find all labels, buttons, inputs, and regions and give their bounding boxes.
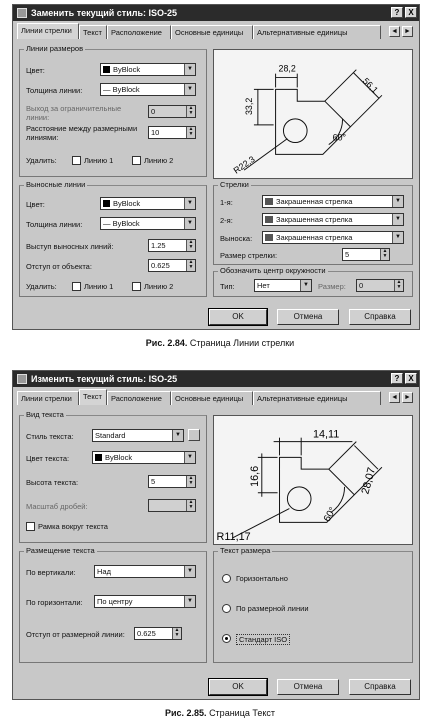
chevron-down-icon[interactable]: ▼ [184, 596, 195, 607]
center-size-spinner [356, 279, 404, 292]
text-offset-label: Отступ от размерной линии: [26, 630, 125, 639]
ext-suppress-label: Удалить: [26, 282, 57, 291]
tab-primary-units[interactable]: Основные единицы [171, 391, 253, 405]
spinner-arrows-icon[interactable]: ▲ ▼ [186, 260, 195, 271]
group-text-appearance [19, 410, 207, 543]
tab-fit[interactable]: Расположение [107, 25, 171, 39]
arrowhead-icon [265, 234, 273, 241]
group-title: Обозначить центр окружности [220, 266, 326, 275]
titlebar [13, 371, 419, 387]
spinner-arrows-icon[interactable]: ▲ ▼ [380, 249, 389, 260]
tab-strip [17, 25, 415, 39]
dialog-text [12, 370, 420, 700]
ext-lineweight-value: — ByBlock [103, 219, 140, 228]
group-title: Выносные линии [26, 180, 86, 189]
group-title: Текст размера [220, 546, 271, 555]
group-arrowheads [213, 180, 413, 265]
text-frame-checkbox[interactable] [26, 522, 35, 531]
text-style-value: Standard [95, 431, 126, 440]
caption-number: Рис. 2.85. [164, 708, 207, 718]
center-size-value: 0 [359, 281, 364, 290]
chevron-down-icon[interactable]: ▼ [184, 84, 195, 95]
text-color-value: ByBlock [105, 453, 133, 462]
dialog-lines-arrows [12, 4, 420, 330]
tab-lines-arrows[interactable]: Линии стрелки [17, 23, 79, 39]
vertical-select[interactable] [94, 565, 196, 578]
suppress-line1-label: Линию 1 [84, 156, 114, 165]
ext-offset-spinner[interactable] [148, 259, 196, 272]
dim-color-select[interactable] [100, 63, 196, 76]
color-swatch-icon [103, 66, 110, 73]
chevron-down-icon[interactable]: ▼ [392, 196, 403, 207]
ext-color-label: Цвет: [26, 200, 45, 209]
dim-extend-spinner [148, 105, 196, 118]
group-title: Вид текста [26, 410, 64, 419]
figure-caption-1 [0, 338, 440, 348]
text-height-spinner[interactable] [148, 475, 196, 488]
vertical-value: Над [97, 567, 111, 576]
tab-scroll-left-icon[interactable]: ◄ [389, 26, 400, 37]
dim-spacing-label: Расстояние между размерными линиями: [26, 124, 138, 142]
preview-drawing [214, 416, 412, 544]
text-style-label: Стиль текста: [26, 432, 74, 441]
arrow-size-value: 5 [345, 250, 350, 259]
ext-offset-label: Отступ от объекта: [26, 262, 92, 271]
suppress-line1-checkbox[interactable] [72, 156, 81, 165]
center-type-select[interactable] [254, 279, 312, 292]
group-dimension-lines [19, 44, 207, 177]
app-icon [17, 374, 27, 384]
horizontal-select[interactable] [94, 595, 196, 608]
dimension-preview [213, 415, 413, 545]
chevron-down-icon[interactable]: ▼ [184, 566, 195, 577]
cancel-button[interactable]: Отмена [277, 679, 339, 695]
arrow-leader-label: Выноска: [220, 234, 253, 243]
spinner-arrows-icon[interactable]: ▲ ▼ [186, 476, 195, 487]
suppress-line2-label: Линию 2 [144, 156, 174, 165]
preview-dim-angle: 60° [321, 505, 339, 524]
tab-lines-arrows[interactable]: Линии стрелки [17, 391, 79, 405]
center-size-label: Размер: [318, 282, 346, 291]
dim-color-label: Цвет: [26, 66, 45, 75]
chevron-down-icon[interactable]: ▼ [184, 218, 195, 229]
text-frame-label: Рамка вокруг текста [38, 522, 108, 531]
align-iso-label: Стандарт ISO [236, 634, 290, 645]
close-button[interactable]: X [405, 373, 417, 384]
preview-dim-top: 14,11 [313, 428, 340, 441]
arrowhead-icon [265, 198, 273, 205]
text-color-select[interactable] [92, 451, 196, 464]
ext-lineweight-label: Толщина линии: [26, 220, 83, 229]
center-type-value: Нет [257, 281, 270, 290]
preview-dim-right: 56,1 [360, 75, 381, 96]
caption-text: Страница Линии стрелки [189, 338, 295, 348]
dimension-preview [213, 49, 413, 179]
tab-alternate-units[interactable]: Альтернативные единицы [253, 391, 381, 405]
arrow-leader-select[interactable] [262, 231, 404, 244]
color-swatch-icon [103, 200, 110, 207]
text-height-value: 5 [151, 477, 156, 486]
horizontal-value: По центру [97, 597, 133, 606]
ok-button[interactable]: OK [209, 309, 267, 325]
chevron-down-icon[interactable]: ▼ [172, 430, 183, 441]
tab-primary-units[interactable]: Основные единицы [171, 25, 253, 39]
arrow-size-spinner[interactable] [342, 248, 390, 261]
figure-caption-2 [0, 708, 440, 718]
text-offset-value: 0.625 [137, 629, 156, 638]
dim-lineweight-value: — ByBlock [103, 85, 140, 94]
app-icon [17, 8, 27, 18]
ext-suppress-line2-checkbox[interactable] [132, 282, 141, 291]
text-height-label: Высота текста: [26, 478, 79, 487]
arrow-size-label: Размер стрелки: [220, 251, 278, 260]
spinner-arrows-icon: ▲ ▼ [394, 280, 403, 291]
caption-text: Страница Текст [209, 708, 276, 718]
tab-strip [17, 391, 415, 405]
align-horizontal-label: Горизонтально [236, 574, 288, 583]
help-titlebar-button[interactable]: ? [391, 7, 403, 18]
dim-spacing-value: 10 [151, 128, 160, 137]
fraction-scale-label: Масштаб дробей: [26, 502, 88, 511]
preview-dim-left: 16,6 [248, 465, 261, 487]
color-swatch-icon [95, 454, 102, 461]
text-style-select[interactable] [92, 429, 184, 442]
ext-extend-spinner[interactable] [148, 239, 196, 252]
dim-spacing-spinner[interactable] [148, 126, 196, 139]
chevron-down-icon[interactable]: ▼ [184, 452, 195, 463]
spinner-arrows-icon: ▲ ▼ [186, 106, 195, 117]
dim-lineweight-select[interactable] [100, 83, 196, 96]
caption-number: Рис. 2.84. [145, 338, 188, 348]
ext-extend-value: 1.25 [151, 241, 166, 250]
ext-color-value: ByBlock [113, 199, 141, 208]
vertical-label: По вертикали: [26, 568, 76, 577]
chevron-down-icon[interactable]: ▼ [392, 214, 403, 225]
tab-scroll-right-icon[interactable]: ► [402, 392, 413, 403]
preview-drawing [214, 50, 412, 178]
ext-suppress-line1-label: Линию 1 [84, 282, 114, 291]
preview-dim-angle: 60° [332, 132, 347, 143]
dim-suppress-label: Удалить: [26, 156, 57, 165]
tab-scroll-left-icon[interactable]: ◄ [389, 392, 400, 403]
ext-lineweight-select[interactable] [100, 217, 196, 230]
dim-lineweight-label: Толщина линии: [26, 86, 83, 95]
arrow-second-label: 2-я: [220, 216, 233, 225]
spinner-arrows-icon[interactable]: ▲ ▼ [186, 127, 195, 138]
cancel-button[interactable]: Отмена [277, 309, 339, 325]
ext-suppress-line1-checkbox[interactable] [72, 282, 81, 291]
preview-dim-radius: R11,17 [216, 531, 251, 544]
align-dimline-label: По размерной линии [236, 604, 309, 613]
horizontal-label: По горизонтали: [26, 598, 83, 607]
ext-color-select[interactable] [100, 197, 196, 210]
dialog-title: Изменить текущий стиль: ISO-25 [31, 374, 178, 384]
help-button[interactable]: Справка [349, 679, 411, 695]
group-title: Размещение текста [26, 546, 95, 555]
text-style-browse-button[interactable] [188, 429, 200, 441]
align-horizontal-radio[interactable] [222, 574, 231, 583]
tab-text[interactable]: Текст [79, 389, 107, 405]
arrow-first-value: Закрашенная стрелка [276, 197, 353, 206]
spinner-arrows-icon[interactable]: ▲ ▼ [186, 240, 195, 251]
group-title: Стрелки [220, 180, 249, 189]
ext-offset-value: 0.625 [151, 261, 170, 270]
arrowhead-icon [265, 216, 273, 223]
ext-extend-label: Выступ выносных линий: [26, 242, 114, 251]
arrow-first-select[interactable] [262, 195, 404, 208]
text-offset-spinner[interactable] [134, 627, 182, 640]
tab-text[interactable]: Текст [79, 25, 107, 39]
tab-fit[interactable]: Расположение [107, 391, 171, 405]
group-text-alignment [213, 546, 413, 663]
chevron-down-icon[interactable]: ▼ [184, 64, 195, 75]
help-button[interactable]: Справка [349, 309, 411, 325]
dim-extend-value: 0 [151, 107, 156, 116]
align-dimline-radio[interactable] [222, 604, 231, 613]
suppress-line2-checkbox[interactable] [132, 156, 141, 165]
dim-extend-label: Выход за ограничительные линии: [26, 104, 122, 122]
chevron-down-icon[interactable]: ▼ [184, 198, 195, 209]
spinner-arrows-icon[interactable]: ▲ ▼ [172, 628, 181, 639]
group-center-marks [213, 266, 413, 297]
arrow-second-value: Закрашенная стрелка [276, 215, 353, 224]
preview-dim-left: 33,2 [243, 97, 254, 115]
preview-dim-right: 28,07 [359, 466, 379, 496]
ext-suppress-line2-label: Линию 2 [144, 282, 174, 291]
center-type-label: Тип: [220, 282, 235, 291]
help-titlebar-button[interactable]: ? [391, 373, 403, 384]
fraction-scale-spinner [148, 499, 196, 512]
titlebar [13, 5, 419, 21]
arrow-first-label: 1-я: [220, 198, 233, 207]
text-color-label: Цвет текста: [26, 454, 70, 463]
dim-color-value: ByBlock [113, 65, 141, 74]
tab-alternate-units[interactable]: Альтернативные единицы [253, 25, 381, 39]
arrow-second-select[interactable] [262, 213, 404, 226]
spinner-arrows-icon: ▲ ▼ [186, 500, 195, 511]
tab-scroll-right-icon[interactable]: ► [402, 26, 413, 37]
group-text-placement [19, 546, 207, 663]
arrow-leader-value: Закрашенная стрелка [276, 233, 353, 242]
group-extension-lines [19, 180, 207, 297]
dialog-title: Заменить текущий стиль: ISO-25 [31, 8, 178, 18]
close-button[interactable]: X [405, 7, 417, 18]
align-iso-radio[interactable] [222, 634, 231, 643]
ok-button[interactable]: OK [209, 679, 267, 695]
preview-dim-radius: R22,3 [231, 153, 257, 176]
group-title: Линии размеров [26, 44, 84, 53]
chevron-down-icon[interactable]: ▼ [392, 232, 403, 243]
chevron-down-icon[interactable]: ▼ [300, 280, 311, 291]
preview-dim-top: 28,2 [278, 63, 296, 74]
